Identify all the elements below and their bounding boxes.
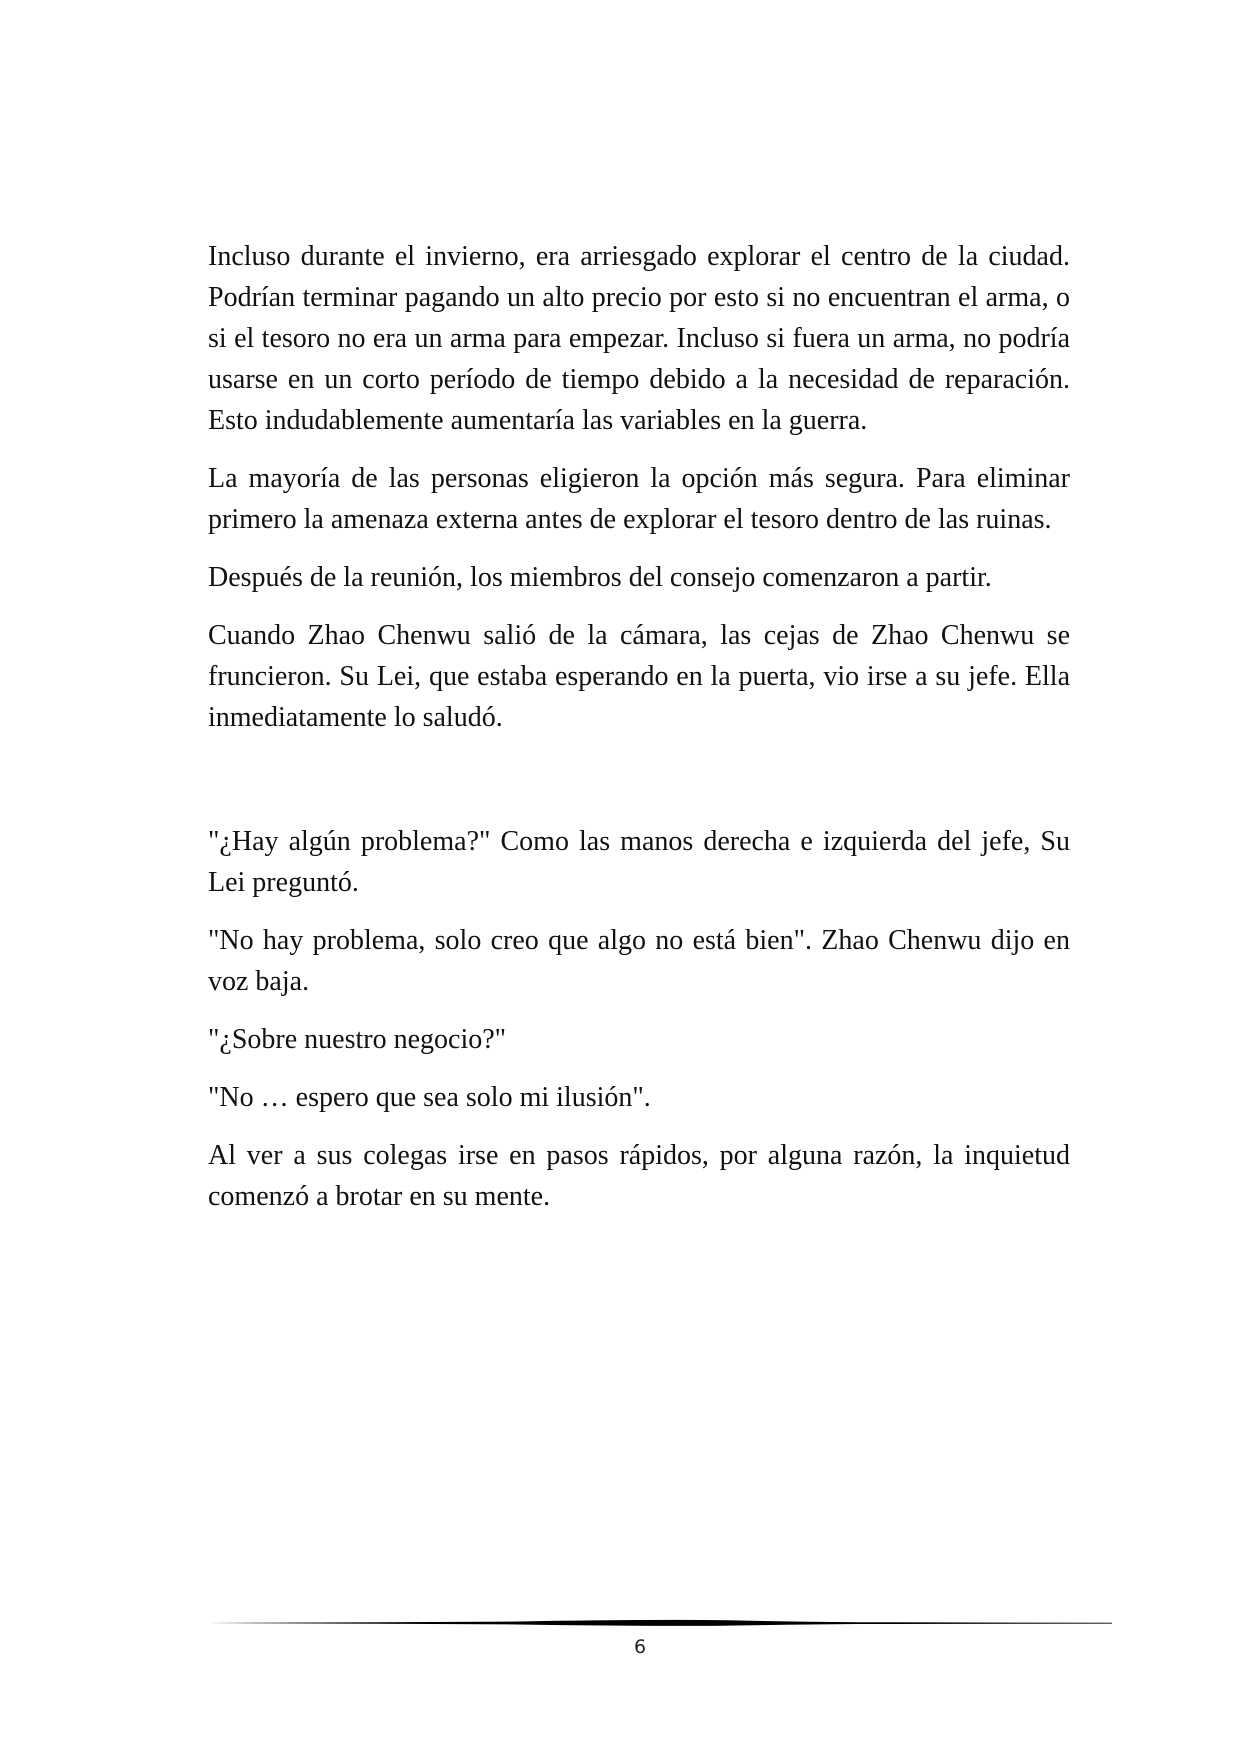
footer-decorative-rule	[208, 1618, 1112, 1628]
paragraph: Después de la reunión, los miembros del consejo comenzaron a partir.	[208, 562, 992, 593]
chapter-body	[208, 236, 1070, 1234]
paragraph: Al ver a sus colegas irse en pasos rápidos, por alguna razón, la inquietud comenzó a brotar en su mente.	[208, 1140, 1070, 1212]
scene-break-spacer	[208, 755, 1070, 821]
paragraph: La mayoría de las personas eligieron la opción más segura. Para eliminar primero la amenaza externa antes de explorar el tesoro dentro de las ruinas.	[208, 463, 1070, 535]
dialogue-paragraph: "¿Hay algún problema?" Como las manos derecha e izquierda del jefe, Su Lei preguntó.	[208, 826, 1070, 898]
paragraph: Incluso durante el invierno, era arriesgado explorar el centro de la ciudad. Podrían terminar pagando un alto precio por esto si no encuentran el arma, o si el tesoro no era un arma para empezar. Incluso si fuera un arma, no podría usarse en un corto período de tiempo debido a la necesidad de reparación. Esto indudablemente aumentaría las variables en la guerra.	[208, 241, 1070, 436]
paragraph: Cuando Zhao Chenwu salió de la cámara, las cejas de Zhao Chenwu se fruncieron. Su Lei, que estaba esperando en la puerta, vio irse a su jefe. Ella inmediatamente lo saludó.	[208, 620, 1070, 733]
dialogue-paragraph: "No hay problema, solo creo que algo no está bien". Zhao Chenwu dijo en voz baja.	[208, 925, 1070, 997]
page-number: 6	[633, 1636, 647, 1658]
dialogue-paragraph: "No … espero que sea solo mi ilusión".	[208, 1082, 651, 1113]
dialogue-paragraph: "¿Sobre nuestro negocio?"	[208, 1024, 507, 1055]
